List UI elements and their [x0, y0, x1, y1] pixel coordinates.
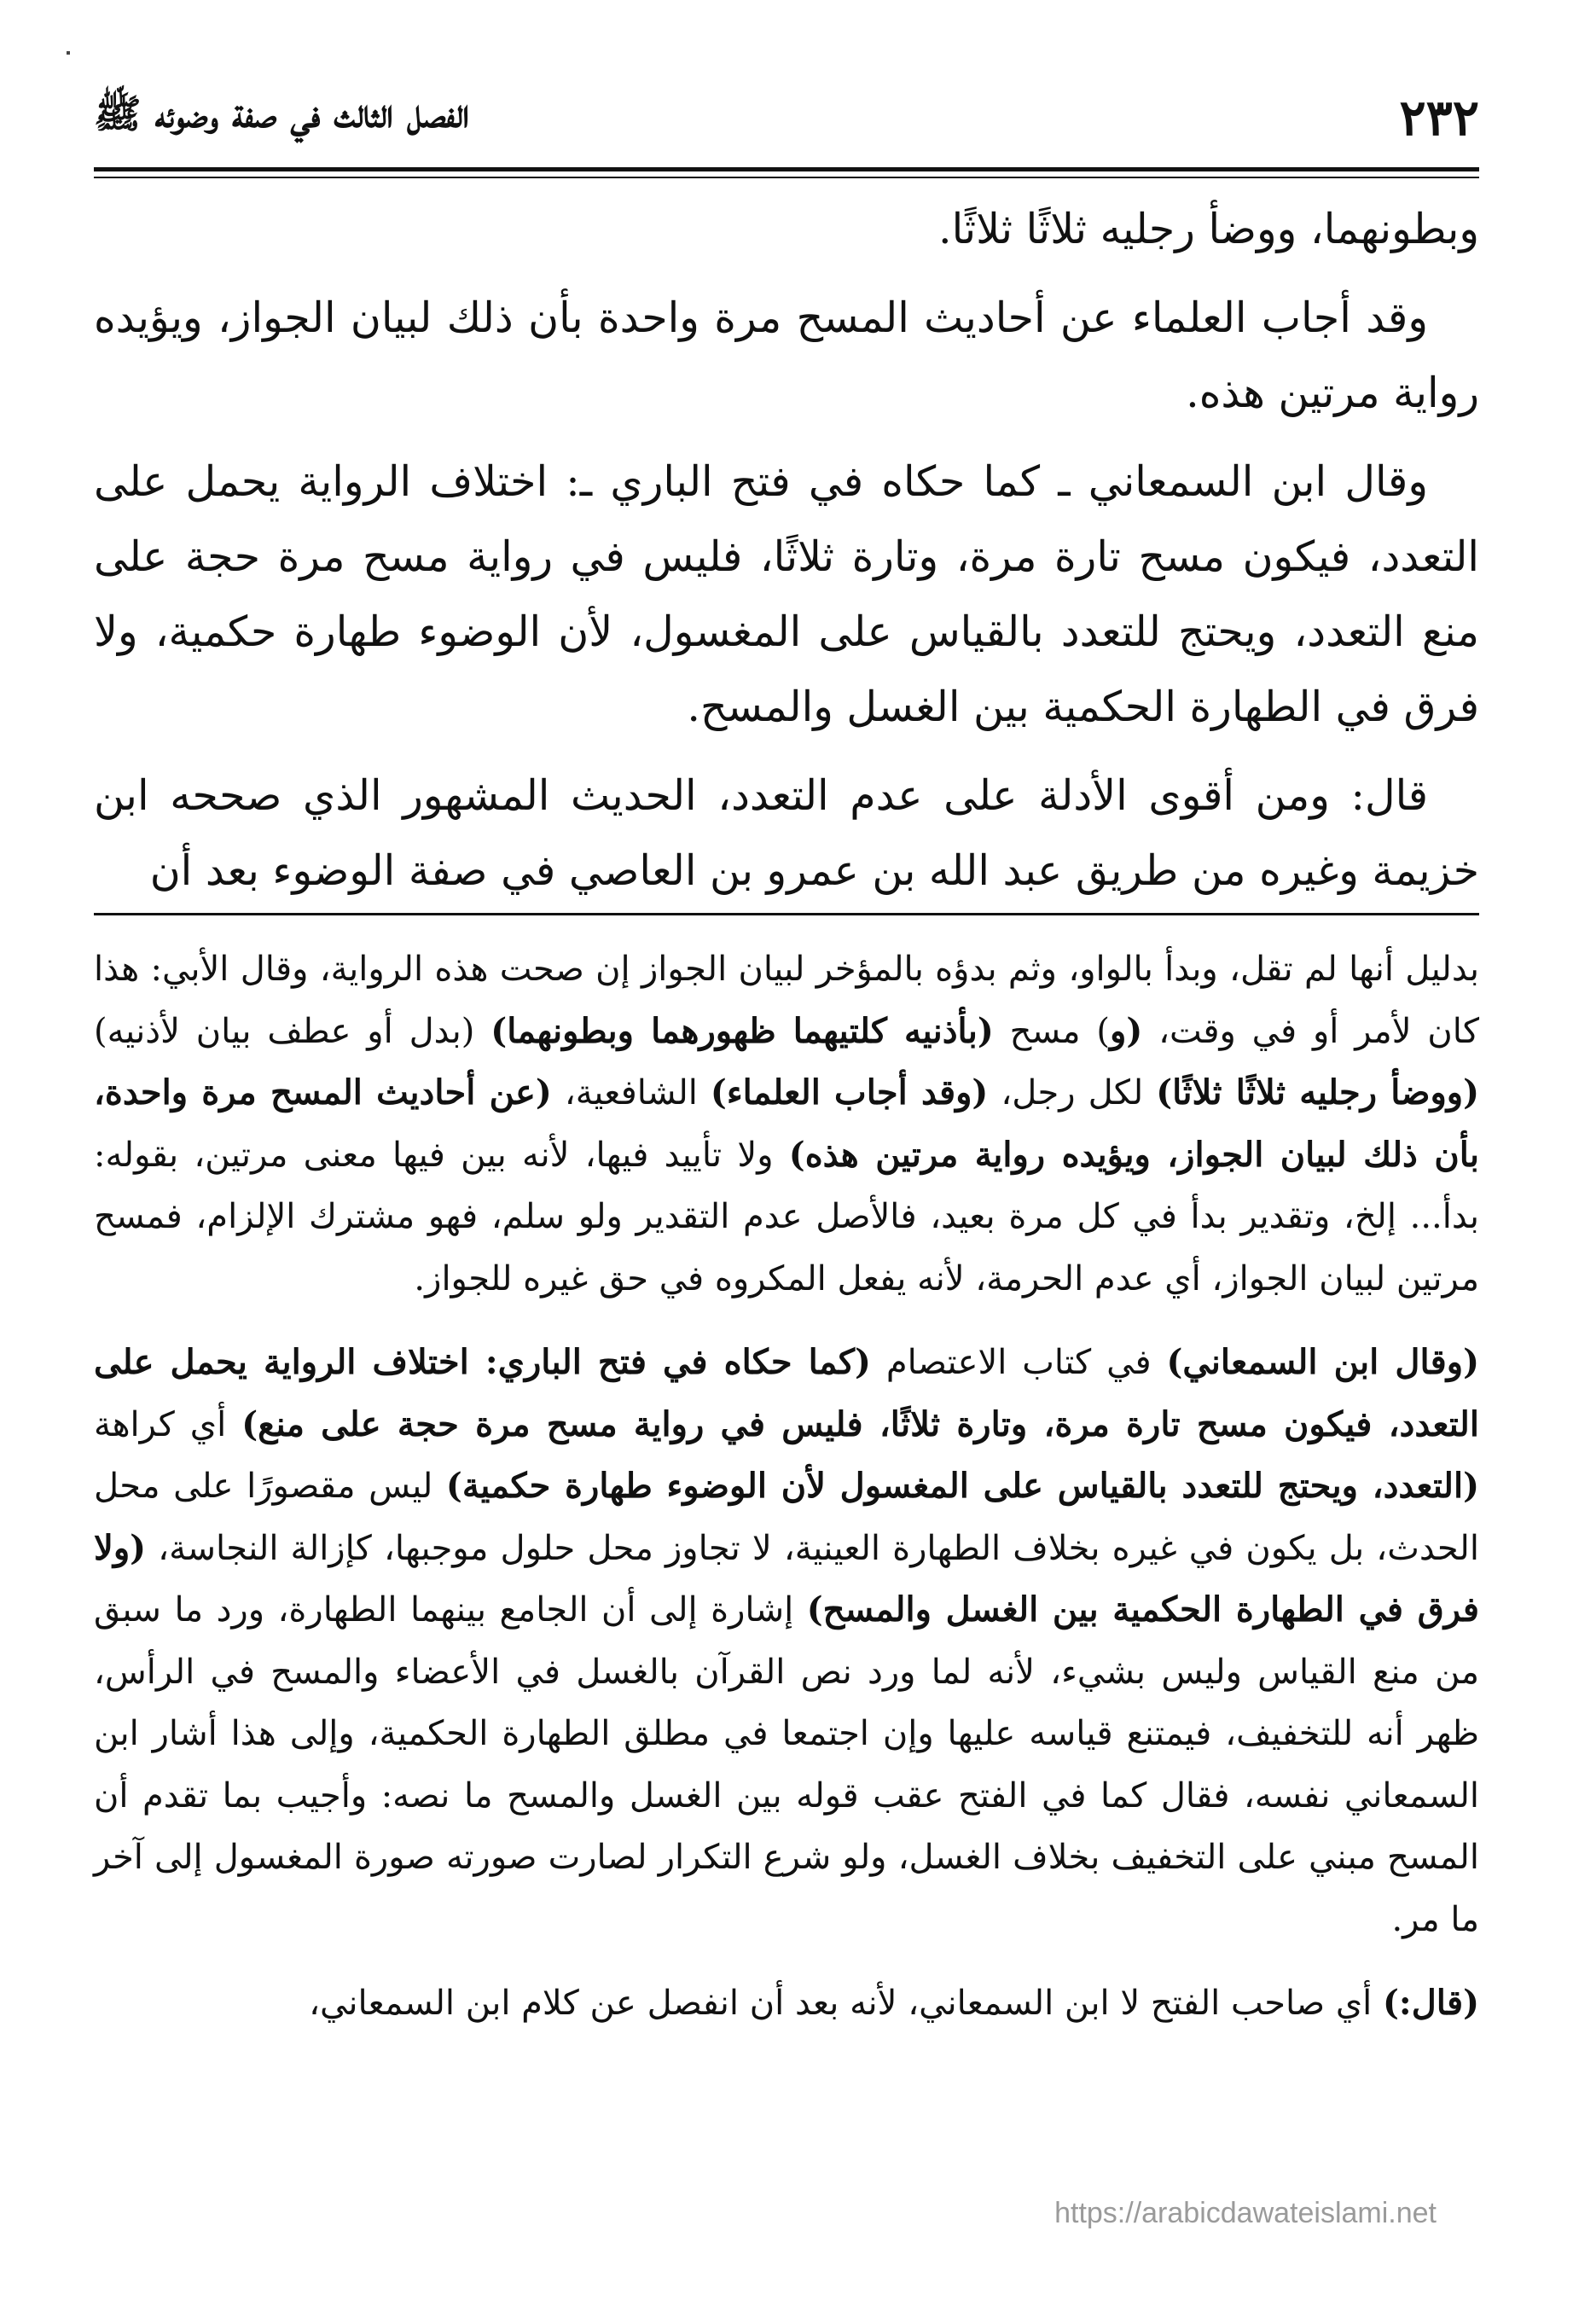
note-text: ولا تأييد فيها، لأنه بين فيها معنى مرتين، بقوله: بدأ... إلخ، وتقدير بدأ في كل مرة بعيد، فالأصل عدم التقدير ولو سلم، فهو مشترك الإلزام، فمسح مرتين لبيان الجواز، أي عدم الحرمة، لأنه يفعل المكروه في حق غيره للجواز. [94, 1135, 1479, 1299]
note-text: ) مسح [993, 1011, 1111, 1051]
note-text: ليس مقصورًا على محل الحدث، بل يكون في غيره بخلاف الطهارة العينية، لا تجاوز محل حلول موجبها، كإزالة النجاسة، [94, 1467, 1479, 1568]
footnotes [94, 938, 1479, 2057]
watermark-url: https://arabicdawateislami.net [1054, 2197, 1437, 2229]
note-quote: (ووضأ رجليه ثلاثًا ثلاثًا) [1156, 1072, 1480, 1113]
note-quote: (التعدد، ويحتج للتعدد بالقياس على المغسول لأن الوضوء طهارة حكمية) [445, 1466, 1479, 1506]
page-number: ٢٣٢ [1399, 89, 1479, 147]
note-quote: (وقال ابن السمعاني) [1166, 1342, 1480, 1382]
note-quote: (عن أحاديث المسح مرة واحدة، بأن ذلك لبيان الجواز، ويؤيده رواية مرتين هذه) [94, 1072, 1480, 1175]
note-text: أي كراهة [94, 1404, 242, 1444]
note-quote: (ولا فرق في الطهارة الحكمية بين الغسل والمسح) [94, 1527, 1479, 1630]
note-quote: (قال:) [1383, 1983, 1479, 2023]
note-text: (بدل أو عطف بيان لأذنيه) [94, 1011, 491, 1051]
note-text: الشافعية، [551, 1073, 711, 1113]
note-text: إشارة إلى أن الجامع بينهما الطهارة، ورد ما سبق من منع القياس وليس بشيء، لأنه لما ورد نص القرآن بالغسل في الأعضاء والمسح في الرأس، ظهر أنه للتخفيف، فيمتنع قياسه عليها وإن اجتمعا في مطلق الطهارة الحكمية، وإلى هذا أشار ابن السمعاني نفسه، فقال كما في الفتح عقب قوله بين الغسل والمسح ما نصه: وأجيب بما تقدم أن المسح مبني على التخفيف بخلاف الغسل، ولو شرع التكرار لصارت صورته صورة المغسول إلى آخر ما مر. [94, 1590, 1479, 1939]
footnote-paragraph [94, 1972, 1479, 2035]
note-text: بدليل أنها لم تقل، وبدأ بالواو، وثم بدؤه بالمؤخر لبيان الجواز إن صحت هذه الرواية، وقال الأبي: هذا كان لأمر أو في وقت، [94, 950, 1480, 1051]
page-header [94, 75, 1479, 160]
note-text: لكل رجل، [988, 1073, 1157, 1113]
main-text [94, 192, 1479, 922]
body-paragraph: وبطونهما، ووضأ رجليه ثلاثًا ثلاثًا. [938, 205, 1479, 253]
running-title: الفصل الثالث في صفة وضوئه ﷺ [94, 90, 470, 137]
body-paragraph: قال: ومن أقوى الأدلة على عدم التعدد، الحديث المشهور الذي صححه ابن خزيمة وغيره من طريق عبد الله بن عمرو بن العاصي في صفة الوضوء بعد أن [94, 771, 1479, 895]
note-quote: (بأذنيه كلتيهما ظهورهما وبطونهما) [490, 1010, 994, 1051]
footnote-paragraph [94, 1332, 1479, 1950]
footnote-divider [94, 913, 1479, 915]
body-paragraph: وقال ابن السمعاني ـ كما حكاه في فتح الباري ـ: اختلاف الرواية يحمل على التعدد، فيكون مسح تارة مرة، وتارة ثلاثًا، فليس في رواية مسح مرة حجة على منع التعدد، ويحتج للتعدد بالقياس على المغسول، لأن الوضوء طهارة حكمية، ولا فرق في الطهارة الحكمية بين الغسل والمسح. [94, 457, 1479, 731]
note-text: في كتاب الاعتصام [870, 1343, 1167, 1382]
header-rule [94, 167, 1479, 178]
scan-speck [67, 51, 70, 55]
footnote-paragraph [94, 938, 1479, 1310]
note-quote: (وقد أجاب العلماء) [710, 1072, 989, 1113]
note-text: أي صاحب الفتح لا ابن السمعاني، لأنه بعد أن انفصل عن كلام ابن السمعاني، [309, 1984, 1383, 2023]
note-quote: (كما حكاه في فتح الباري: اختلاف الرواية يحمل على التعدد، فيكون مسح تارة مرة، وتارة ثلاثًا، فليس في رواية مسح مرة حجة على منع) [94, 1342, 1479, 1444]
note-quote: (و [1110, 1010, 1143, 1051]
body-paragraph: وقد أجاب العلماء عن أحاديث المسح مرة واحدة بأن ذلك لبيان الجواز، ويؤيده رواية مرتين هذه. [94, 293, 1479, 417]
